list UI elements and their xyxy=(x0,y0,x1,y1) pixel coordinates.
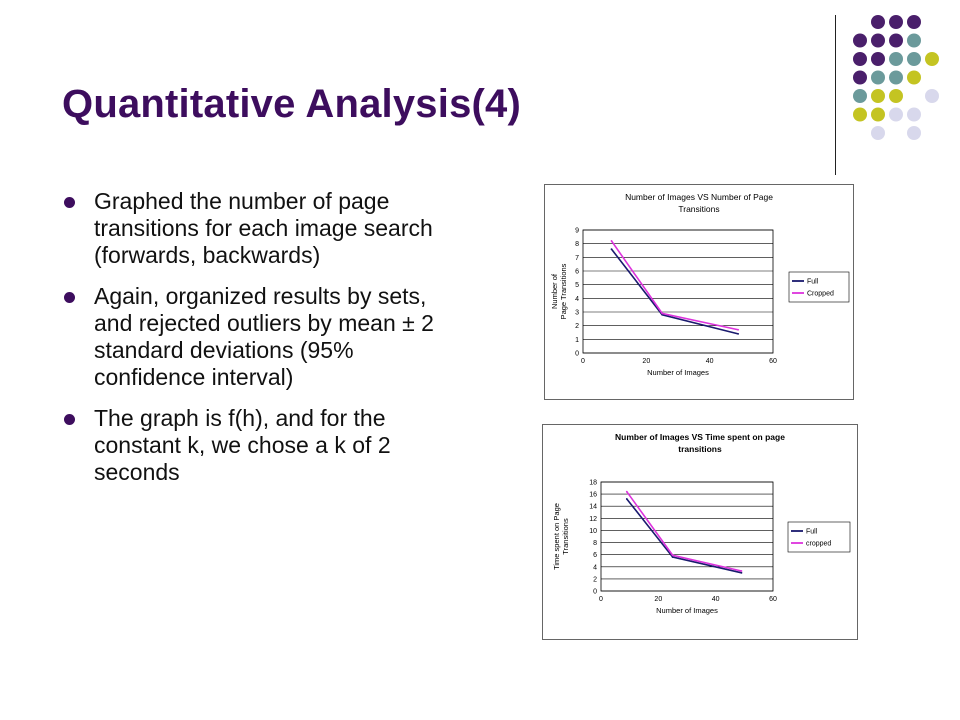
y-tick-label: 6 xyxy=(575,268,579,276)
y-tick-label: 14 xyxy=(589,503,597,511)
decorative-dot xyxy=(871,71,885,85)
decorative-vertical-rule xyxy=(835,15,836,175)
y-tick-label: 12 xyxy=(589,515,597,523)
decorative-dot xyxy=(871,34,885,48)
page-transitions-chart-svg xyxy=(545,185,853,399)
bullet-item xyxy=(62,405,462,486)
y-tick-label: 0 xyxy=(575,350,579,358)
decorative-dot xyxy=(853,34,867,48)
x-tick-label: 20 xyxy=(642,358,651,365)
y-axis-label-line: Transitions xyxy=(561,518,570,555)
decorative-dot xyxy=(907,126,921,140)
decorative-dot xyxy=(889,89,903,103)
chart-title-line: Transitions xyxy=(678,204,720,214)
x-tick-label: 60 xyxy=(769,358,777,365)
y-axis-label-line: Number of xyxy=(550,273,559,310)
bullet-icon xyxy=(64,414,75,425)
decorative-dot xyxy=(853,52,867,66)
x-axis-label: Number of Images xyxy=(647,368,709,377)
bullet-icon xyxy=(64,292,75,303)
y-tick-label: 18 xyxy=(589,479,597,487)
bullet-text: Graphed the number of page transitions for each image search (forwards, backwards) xyxy=(94,188,433,268)
decorative-dot xyxy=(871,126,885,140)
decorative-dot xyxy=(853,108,867,122)
bullet-list xyxy=(62,188,462,500)
series-point xyxy=(737,329,739,331)
decorative-dot xyxy=(889,34,903,48)
decorative-dot xyxy=(889,52,903,66)
x-tick-label: 60 xyxy=(769,596,777,603)
decorative-dot xyxy=(925,52,939,66)
y-tick-label: 8 xyxy=(575,241,579,249)
legend-label: cropped xyxy=(806,540,832,548)
x-tick-label: 40 xyxy=(711,596,720,603)
legend-label: Full xyxy=(807,278,819,286)
x-tick-label: 20 xyxy=(654,596,663,603)
decorative-dot xyxy=(889,15,903,29)
y-tick-label: 1 xyxy=(575,336,579,344)
y-tick-label: 16 xyxy=(589,491,597,499)
decorative-dot xyxy=(871,52,885,66)
y-tick-label: 2 xyxy=(593,576,597,584)
y-tick-label: 8 xyxy=(593,540,597,548)
bullet-text: Again, organized results by sets, and rejected outliers by mean ± 2 standard deviations (95% confidence interval) xyxy=(94,283,434,390)
y-tick-label: 7 xyxy=(575,254,579,262)
x-tick-label: 0 xyxy=(581,358,585,365)
y-axis-label-line: Time spent on Page xyxy=(552,503,561,570)
y-axis-label xyxy=(550,263,568,319)
page-transitions-chart xyxy=(544,184,854,400)
decorative-dot xyxy=(907,34,921,48)
series-point xyxy=(672,556,674,558)
y-tick-label: 0 xyxy=(593,588,597,596)
x-tick-label: 0 xyxy=(599,596,603,603)
decorative-dot xyxy=(925,89,939,103)
legend-box xyxy=(789,272,849,302)
y-tick-label: 3 xyxy=(575,309,579,317)
decorative-dot xyxy=(889,71,903,85)
series-point xyxy=(611,240,613,242)
decorative-dot xyxy=(907,108,921,122)
series-point xyxy=(741,572,743,574)
decorative-dot xyxy=(871,89,885,103)
decorative-dot xyxy=(853,71,867,85)
y-tick-label: 6 xyxy=(593,552,597,560)
decorative-dot xyxy=(907,15,921,29)
time-spent-chart xyxy=(542,424,858,640)
decorative-dot xyxy=(889,108,903,122)
series-point xyxy=(672,554,674,556)
y-tick-label: 9 xyxy=(575,227,579,235)
legend-label: Cropped xyxy=(807,290,834,298)
chart-title-line: Number of Images VS Number of Page xyxy=(625,192,773,202)
slide-title: Quantitative Analysis(4) xyxy=(62,82,521,126)
y-tick-label: 5 xyxy=(575,282,579,290)
series-point xyxy=(611,248,613,250)
decorative-dot xyxy=(871,15,885,29)
decorative-dot xyxy=(907,71,921,85)
bullet-item xyxy=(62,188,462,269)
legend-label: Full xyxy=(806,528,818,536)
x-axis-label: Number of Images xyxy=(656,606,718,615)
y-tick-label: 4 xyxy=(593,564,597,572)
chart-title-line: transitions xyxy=(678,444,722,454)
decorative-dot xyxy=(853,89,867,103)
legend-box xyxy=(788,522,850,552)
series-point xyxy=(626,498,628,500)
bullet-item xyxy=(62,283,462,391)
bullet-text: The graph is f(h), and for the constant k, we chose a k of 2 seconds xyxy=(94,405,391,485)
series-point xyxy=(737,333,739,335)
bullet-icon xyxy=(64,197,75,208)
x-tick-label: 40 xyxy=(705,358,714,365)
decorative-dot xyxy=(907,52,921,66)
y-axis-label-line: Page Transitions xyxy=(559,263,568,320)
series-point xyxy=(661,312,663,314)
decorative-dot xyxy=(871,108,885,122)
series-point xyxy=(626,491,628,493)
y-tick-label: 10 xyxy=(589,527,597,535)
series-point xyxy=(741,570,743,572)
time-spent-chart-svg xyxy=(543,425,857,639)
y-axis-label xyxy=(552,503,570,570)
y-tick-label: 4 xyxy=(575,295,579,303)
chart-title-line: Number of Images VS Time spent on page xyxy=(615,432,785,442)
y-tick-label: 2 xyxy=(575,323,579,331)
